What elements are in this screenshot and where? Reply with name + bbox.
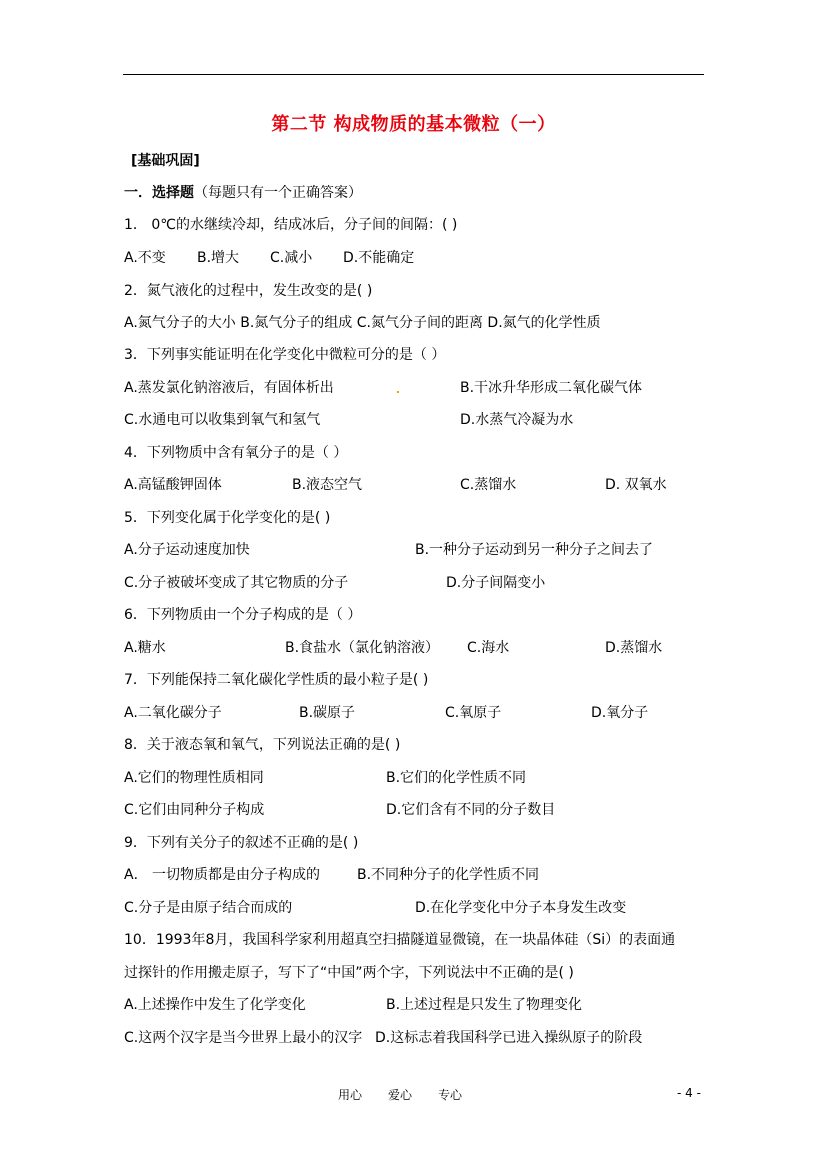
q6-stem: 6．下列物质由一个分子构成的是（ ） bbox=[124, 607, 362, 623]
q10-option-d: D.这标志着我国科学已进入操纵原子的阶段 bbox=[375, 1030, 643, 1046]
q10-option-a: A.上述操作中发生了化学变化 bbox=[124, 997, 306, 1013]
footer-motto-2: 爱心 bbox=[388, 1088, 413, 1102]
q6-option-a: A.糖水 bbox=[124, 640, 166, 656]
q1-option-a: A.不变 bbox=[124, 250, 166, 266]
q10-stem-line1: 10．1993年8月，我国科学家利用超真空扫描隧道显微镜，在一块晶体硅（Si）的表面通 bbox=[124, 932, 676, 948]
q4-option-c: C.蒸馏水 bbox=[460, 477, 517, 493]
q3-option-c: C.水通电可以收集到氧气和氢气 bbox=[124, 412, 321, 428]
q10-option-c: C.这两个汉字是当今世界上最小的汉字 bbox=[124, 1030, 363, 1046]
q6-option-b: B.食盐水（氯化钠溶液） bbox=[285, 640, 440, 656]
q7-option-b: B.碳原子 bbox=[299, 705, 356, 721]
q7-option-c: C.氧原子 bbox=[445, 705, 502, 721]
q1-option-c: C.减小 bbox=[270, 250, 313, 266]
header-rule bbox=[123, 74, 704, 75]
q9-option-a: A． 一切物质都是由分子构成的 bbox=[124, 867, 321, 883]
q2-stem: 2．氮气液化的过程中，发生改变的是( ) bbox=[124, 283, 373, 299]
q9-stem: 9．下列有关分子的叙述不正确的是( ) bbox=[124, 835, 359, 851]
q4-option-d: D. 双氧水 bbox=[605, 477, 667, 493]
q8-stem: 8．关于液态氧和氧气，下列说法正确的是( ) bbox=[124, 737, 401, 753]
footer-motto-1: 用心 bbox=[338, 1088, 363, 1102]
page-number: - 4 - bbox=[677, 1086, 701, 1100]
stray-mark bbox=[397, 391, 399, 393]
q4-option-b: B.液态空气 bbox=[292, 477, 363, 493]
q5-option-a: A.分子运动速度加快 bbox=[124, 542, 250, 558]
q5-option-d: D.分子间隔变小 bbox=[446, 575, 546, 591]
q10-stem-line2: 过探针的作用搬走原子，写下了“中国”两个字，下列说法中不正确的是( ) bbox=[124, 965, 574, 981]
part-note: （每题只有一个正确答案） bbox=[194, 185, 362, 201]
q9-option-c: C.分子是由原子结合而成的 bbox=[124, 900, 293, 916]
q9-option-d: D.在化学变化中分子本身发生改变 bbox=[415, 900, 627, 916]
q6-option-c: C.海水 bbox=[467, 640, 510, 656]
footer-motto-3: 专心 bbox=[438, 1088, 463, 1102]
part-heading-line bbox=[124, 184, 362, 202]
q3-option-a: A.蒸发氯化钠溶液后，有固体析出 bbox=[124, 380, 334, 396]
q5-option-b: B.一种分子运动到另一种分子之间去了 bbox=[415, 542, 654, 558]
q8-option-b: B.它们的化学性质不同 bbox=[386, 770, 527, 786]
q3-option-d: D.水蒸气冷凝为水 bbox=[460, 412, 574, 428]
q4-option-a: A.高锰酸钾固体 bbox=[124, 477, 222, 493]
q7-option-d: D.氧分子 bbox=[591, 705, 649, 721]
q3-option-b: B.干冰升华形成二氧化碳气体 bbox=[460, 380, 643, 396]
q7-option-a: A.二氧化碳分子 bbox=[124, 705, 222, 721]
q5-stem: 5．下列变化属于化学变化的是( ) bbox=[124, 510, 331, 526]
part-heading: 一．选择题 bbox=[124, 185, 194, 201]
q8-option-d: D.它们含有不同的分子数目 bbox=[386, 802, 556, 818]
q7-stem: 7．下列能保持二氧化碳化学性质的最小粒子是( ) bbox=[124, 672, 429, 688]
q6-option-d: D.蒸馏水 bbox=[605, 640, 663, 656]
q9-option-b: B.不同种分子的化学性质不同 bbox=[357, 867, 540, 883]
q10-option-b: B.上述过程是只发生了物理变化 bbox=[386, 997, 583, 1013]
page-title: 第二节 构成物质的基本微粒（一） bbox=[271, 114, 556, 135]
q1-stem: 1． 0℃的水继续冷却，结成冰后，分子间的间隔：( ) bbox=[124, 217, 458, 233]
q3-stem: 3．下列事实能证明在化学变化中微粒可分的是（ ） bbox=[124, 347, 446, 363]
q8-option-a: A.它们的物理性质相同 bbox=[124, 770, 264, 786]
q5-option-c: C.分子被破坏变成了其它物质的分子 bbox=[124, 575, 349, 591]
q1-option-d: D.不能确定 bbox=[343, 250, 415, 266]
q1-option-b: B.增大 bbox=[197, 250, 240, 266]
q4-stem: 4．下列物质中含有氧分子的是（ ） bbox=[124, 445, 348, 461]
q2-options: A.氮气分子的大小 B.氮气分子的组成 C.氮气分子间的距离 D.氮气的化学性质 bbox=[124, 315, 601, 331]
q8-option-c: C.它们由同种分子构成 bbox=[124, 802, 265, 818]
section-label: [基础巩固] bbox=[131, 153, 200, 169]
